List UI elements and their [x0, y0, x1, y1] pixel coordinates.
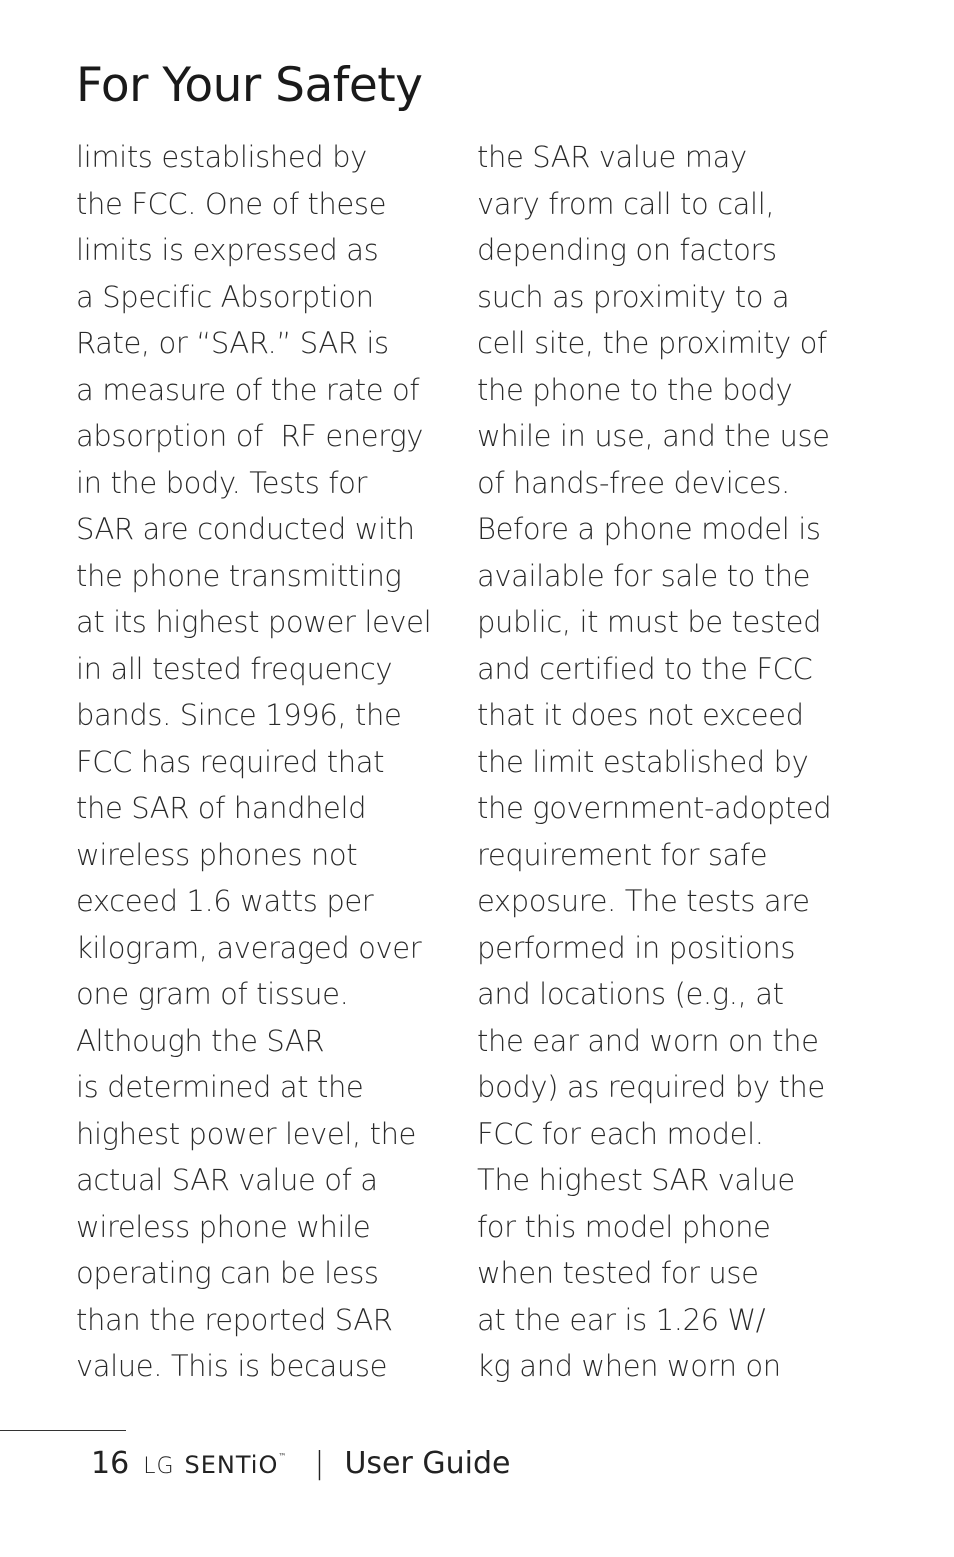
text-line: public, it must be tested — [477, 605, 822, 639]
text-line: exceed 1.6 watts per — [76, 884, 374, 918]
footer-separator: | — [314, 1446, 325, 1481]
text-line: body) as required by the — [477, 1070, 825, 1104]
right-column — [477, 134, 831, 1390]
text-line: depending on factors — [477, 233, 777, 267]
text-line: performed in positions — [477, 930, 796, 965]
text-line: in all tested frequency — [76, 651, 393, 686]
text-line: FCC for each model. — [477, 1116, 764, 1151]
text-line: the government-adopted — [477, 791, 832, 825]
text-line: the phone to the body — [477, 372, 793, 407]
page-title: For Your Safety — [76, 58, 423, 113]
guide-label: User Guide — [344, 1446, 511, 1481]
text-line: the ear and worn on the — [477, 1023, 819, 1058]
text-line: Although the SAR — [76, 1023, 325, 1058]
text-line: that it does not exceed — [477, 698, 804, 732]
text-line: the SAR value may — [477, 140, 747, 174]
text-line: a Specific Absorption — [76, 279, 374, 314]
text-line: in the body. Tests for — [76, 465, 367, 500]
text-line: of hands-free devices. — [477, 465, 790, 500]
brand-logo: LG — [143, 1454, 175, 1479]
text-line: actual SAR value of a — [76, 1163, 378, 1197]
trademark-symbol: ™ — [278, 1452, 287, 1461]
text-line: at the ear is 1.26 W/ — [477, 1302, 766, 1337]
text-line: FCC has required that — [76, 744, 385, 779]
text-line: wireless phone while — [76, 1209, 371, 1244]
footer-rule — [0, 1430, 126, 1431]
text-line: exposure. The tests are — [477, 884, 810, 918]
text-line: Before a phone model is — [477, 512, 821, 546]
text-line: when tested for use — [477, 1256, 759, 1290]
text-line: a measure of the rate of — [76, 372, 420, 407]
model-logo: SENTiO — [184, 1451, 279, 1479]
text-line: at its highest power level — [76, 605, 432, 639]
text-line: the SAR of handheld — [76, 791, 367, 825]
text-line: bands. Since 1996, the — [76, 698, 402, 732]
text-line: kg and when worn on — [477, 1349, 781, 1383]
text-line: the FCC. One of these — [76, 186, 387, 221]
text-line: operating can be less — [76, 1256, 379, 1290]
text-line: available for sale to the — [477, 558, 811, 593]
text-line: vary from call to call, — [477, 186, 775, 221]
text-line: limits established by — [76, 140, 367, 174]
text-line: and locations (e.g., at — [477, 977, 784, 1011]
text-line: cell site, the proximity of — [477, 326, 827, 360]
text-line: requirement for safe — [477, 837, 768, 872]
text-line: than the reported SAR — [76, 1302, 393, 1337]
left-column — [76, 134, 431, 1390]
text-line: for this model phone — [477, 1209, 771, 1244]
text-line: and certified to the FCC — [477, 651, 813, 686]
text-line: Rate, or “SAR.” SAR is — [76, 326, 389, 360]
text-line: is determined at the — [76, 1070, 364, 1104]
text-line: one gram of tissue. — [76, 977, 349, 1011]
page-number: 16 — [91, 1446, 130, 1481]
text-line: kilogram, averaged over — [76, 930, 422, 965]
text-line: while in use, and the use — [477, 419, 830, 453]
text-line: limits is expressed as — [76, 233, 379, 267]
text-line: value. This is because — [76, 1349, 388, 1383]
text-line: such as proximity to a — [477, 279, 790, 314]
text-line: the phone transmitting — [76, 558, 402, 593]
text-line: highest power level, the — [76, 1116, 417, 1151]
text-line: absorption of RF energy — [76, 419, 424, 453]
footer — [91, 1446, 510, 1481]
text-line: SAR are conducted with — [76, 512, 415, 546]
text-line: the limit established by — [477, 744, 809, 779]
text-line: wireless phones not — [76, 837, 358, 872]
text-line: The highest SAR value — [477, 1163, 795, 1197]
